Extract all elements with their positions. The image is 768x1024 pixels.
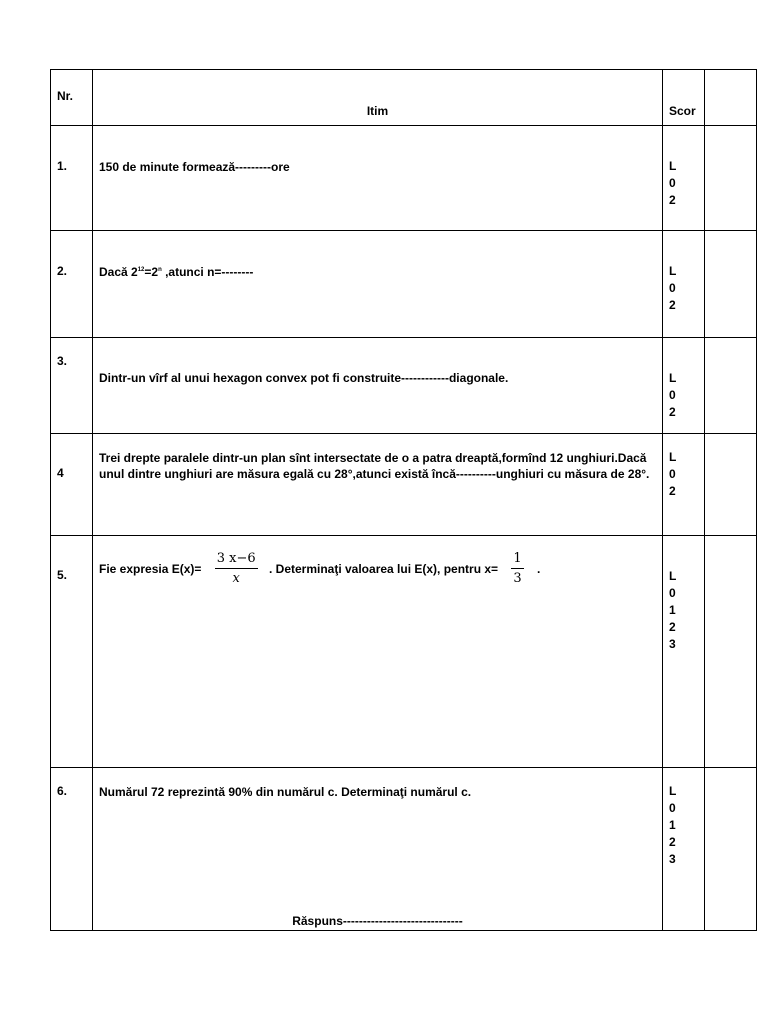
score-scale: L 0 2 [669, 264, 677, 312]
header-nr: Nr. [57, 89, 74, 103]
score-scale: L 0 2 [669, 371, 677, 419]
table-row [51, 231, 757, 338]
row-number: 2. [57, 264, 68, 278]
score-scale: L 0 1 2 3 [669, 569, 677, 651]
expression-fraction: $\frac{3 x-6}{x}$ [216, 551, 256, 586]
x-value-fraction: $\frac{1}{3}$ [513, 551, 522, 586]
row-number: 4 [57, 466, 64, 480]
score-scale: L 0 2 [669, 450, 677, 498]
question-text: Dacă $2^{12}=2^n$ ,atunci n=-------- [99, 265, 254, 279]
score-scale: L 0 2 [669, 159, 677, 207]
exam-table [50, 69, 757, 931]
table-row [51, 434, 757, 536]
header-row [51, 70, 757, 126]
header-score: Scor [669, 104, 696, 118]
row-number: 5. [57, 568, 68, 582]
question-text: 150 de minute formează---------ore [99, 160, 290, 174]
table-row [51, 126, 757, 231]
table-row [51, 338, 757, 434]
score-scale: L 0 1 2 3 [669, 784, 677, 866]
row-number: 1. [57, 159, 68, 173]
table-row [51, 536, 757, 768]
row-number: 6. [57, 784, 68, 798]
question-text: Trei drepte paralele dintr-un plan sînt intersectate de o a patra dreaptă,formînd 12 unghiuri.Dacă unul dintre unghiuri are măsura egală cu 28°,atunci există încă----------unghiuri cu măsura de 28°. [99, 451, 650, 481]
question-text: Dintr-un vîrf al unui hexagon convex pot fi construite------------diagonale. [99, 371, 509, 385]
table-row [51, 768, 757, 931]
answer-line[interactable]: Răspuns------------------------------ [292, 914, 463, 928]
question-text: Numărul 72 reprezintă 90% din numărul c. Determinaţi numărul c. [99, 785, 472, 799]
row-number: 3. [57, 354, 68, 368]
header-item: Itim [366, 104, 389, 118]
question-text: Fie expresia E(x)= $\frac{3 x-6}{x}$ . Determinaţi valoarea lui E(x), pentru x= $\frac{1}{3}$ . [99, 551, 541, 586]
